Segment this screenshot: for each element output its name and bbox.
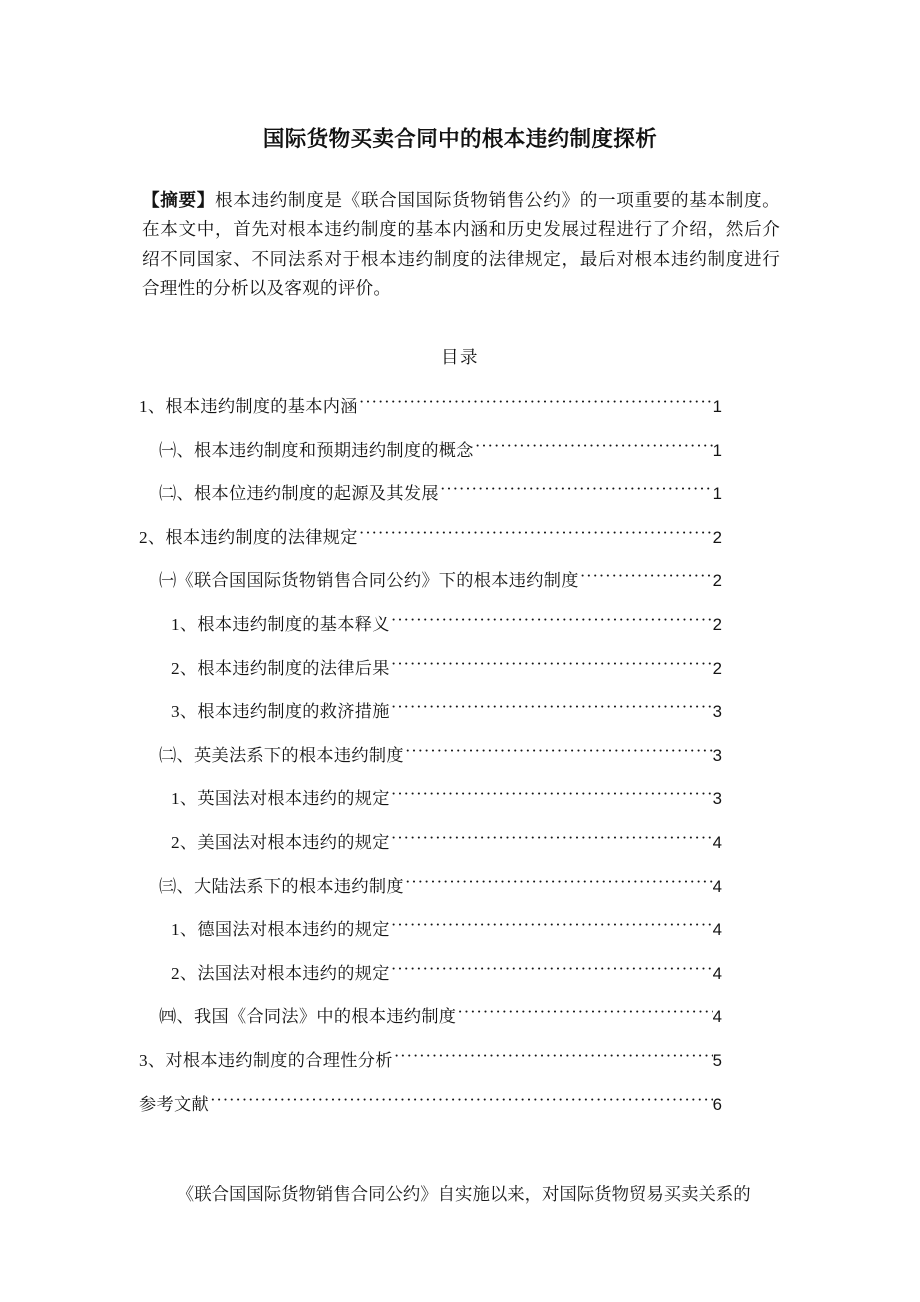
toc-entry[interactable]: [0, 822, 920, 866]
toc-entry-inner: [139, 523, 722, 550]
toc-entry-label: 2、法国法对根本违约的规定: [171, 963, 390, 983]
toc-entry-label: 1、英国法对根本违约的规定: [171, 789, 390, 809]
toc-dot-leader: [391, 610, 713, 630]
toc-entry[interactable]: [0, 604, 920, 648]
toc-entry-inner: [159, 566, 722, 593]
toc-dot-leader: [440, 479, 713, 499]
toc-dot-leader: [391, 654, 713, 674]
toc-entry-inner: [171, 828, 722, 855]
toc-entry[interactable]: [0, 909, 920, 953]
toc-dot-leader: [391, 697, 713, 717]
toc-entry-page-number: 5: [712, 1050, 722, 1070]
toc-entry-inner: [171, 697, 722, 724]
toc-entry[interactable]: [0, 560, 920, 604]
toc-dot-leader: [405, 741, 713, 761]
toc-entry-page-number: 2: [712, 658, 722, 678]
toc-entry-label: 3、根本违约制度的救济措施: [171, 702, 390, 722]
toc-dot-leader: [394, 1046, 713, 1066]
toc-entry-inner: [171, 959, 722, 986]
toc-entry-page-number: 4: [712, 1007, 722, 1027]
toc-dot-leader: [580, 566, 713, 586]
toc-entry-page-number: 1: [712, 484, 722, 504]
toc-entry-label: ㈡、根本位违约制度的起源及其发展: [159, 484, 439, 504]
toc-entry-page-number: 2: [712, 527, 722, 547]
toc-entry-label: 1、根本违约制度的基本释义: [171, 614, 390, 634]
toc-entry-inner: [139, 392, 722, 419]
toc-entry-page-number: 6: [712, 1094, 722, 1114]
toc-entry-inner: [159, 436, 722, 463]
toc-entry[interactable]: [0, 473, 920, 517]
toc-entry-label: ㈣、我国《合同法》中的根本违约制度: [159, 1007, 457, 1027]
toc-entry-label: 1、德国法对根本违约的规定: [171, 920, 390, 940]
toc-dot-leader: [405, 872, 713, 892]
toc-entry-label: 2、美国法对根本违约的规定: [171, 832, 390, 852]
toc-entry-page-number: 3: [712, 789, 722, 809]
toc-entry-label: ㈡、英美法系下的根本违约制度: [159, 745, 404, 765]
toc-dot-leader: [391, 959, 713, 979]
toc-entry-inner: [159, 872, 722, 899]
toc-entry-page-number: 3: [712, 745, 722, 765]
toc-entry-page-number: 4: [712, 832, 722, 852]
toc-entry[interactable]: [0, 1040, 920, 1084]
toc-entry-label: ㈠《联合国国际货物销售合同公约》下的根本违约制度: [159, 571, 579, 591]
toc-entry-page-number: 3: [712, 702, 722, 722]
table-of-contents: [0, 386, 920, 1127]
toc-dot-leader: [391, 828, 713, 848]
toc-entry-inner: [171, 784, 722, 811]
toc-entry[interactable]: [0, 953, 920, 997]
toc-entry-inner: [171, 654, 722, 681]
page-title: 国际货物买卖合同中的根本违约制度探析: [262, 127, 658, 152]
toc-dot-leader: [457, 1002, 712, 1022]
toc-entry-label: 2、根本违约制度的法律规定: [139, 527, 358, 547]
toc-entry-inner: [159, 479, 722, 506]
toc-entry-inner: [139, 1046, 722, 1073]
toc-dot-leader: [475, 436, 713, 456]
toc-entry-page-number: 4: [712, 963, 722, 983]
toc-dot-leader: [359, 392, 713, 412]
abstract-text: 根本违约制度是《联合国国际货物销售公约》的一项重要的基本制度。在本文中，首先对根本违约制度的基本内涵和历史发展过程进行了介绍，然后介绍不同国家、不同法系对于根本违约制度的法律规定，最后对根本违约制度进行合理性的分析以及客观的评价。: [142, 189, 780, 299]
toc-entry-inner: [171, 915, 722, 942]
toc-dot-leader: [359, 523, 713, 543]
toc-heading: 目录: [441, 347, 479, 367]
toc-entry[interactable]: [0, 1084, 920, 1128]
toc-entry-page-number: 2: [712, 614, 722, 634]
toc-entry-label: ㈠、根本违约制度和预期违约制度的概念: [159, 440, 474, 460]
toc-entry-inner: [159, 741, 722, 768]
toc-entry[interactable]: [0, 386, 920, 430]
toc-entry-label: 3、对根本违约制度的合理性分析: [139, 1050, 393, 1070]
abstract-block: [142, 186, 780, 304]
toc-entry-page-number: 1: [712, 397, 722, 416]
toc-entry-page-number: 2: [712, 571, 722, 591]
toc-entry-label: ㈢、大陆法系下的根本违约制度: [159, 876, 404, 896]
toc-dot-leader: [391, 784, 713, 804]
toc-entry[interactable]: [0, 517, 920, 561]
toc-entry[interactable]: [0, 778, 920, 822]
toc-entry-inner: [159, 1002, 722, 1029]
toc-entry-inner: [139, 1090, 722, 1117]
toc-entry[interactable]: [0, 691, 920, 735]
abstract-label: 【摘要】: [142, 189, 215, 210]
toc-dot-leader: [391, 915, 713, 935]
toc-entry-label: 2、根本违约制度的法律后果: [171, 658, 390, 678]
toc-entry-page-number: 4: [712, 876, 722, 896]
toc-entry[interactable]: [0, 866, 920, 910]
toc-entry[interactable]: [0, 648, 920, 692]
toc-entry-page-number: 1: [712, 440, 722, 460]
toc-entry-page-number: 4: [712, 920, 722, 940]
toc-dot-leader: [210, 1090, 713, 1110]
body-paragraph: 《联合国国际货物销售合同公约》自实施以来，对国际货物贸易买卖关系的: [176, 1184, 751, 1205]
toc-entry-inner: [171, 610, 722, 637]
toc-entry[interactable]: [0, 735, 920, 779]
toc-entry[interactable]: [0, 430, 920, 474]
toc-entry-label: 参考文献: [139, 1094, 209, 1114]
toc-entry[interactable]: [0, 996, 920, 1040]
toc-entry-label: 1、根本违约制度的基本内涵: [139, 397, 358, 416]
